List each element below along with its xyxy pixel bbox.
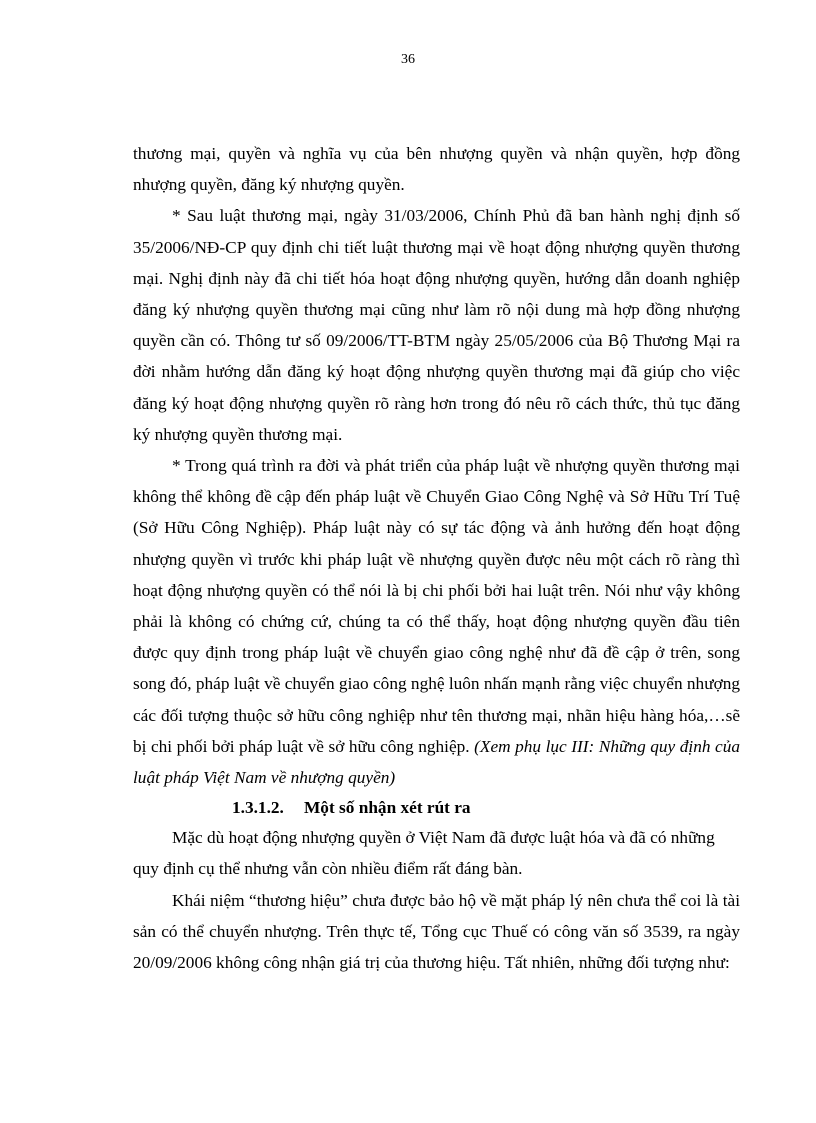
page-body [133,138,740,978]
paragraph-observation: Mặc dù hoạt động nhượng quyền ở Việt Nam đã được luật hóa và đã có những quy định cụ thể nhưng vẫn còn nhiều điểm rất đáng bàn. [133,828,715,879]
paragraph-decree-35: * Sau luật thương mại, ngày 31/03/2006, Chính Phủ đã ban hành nghị định số 35/2006/NĐ-CP quy định chi tiết luật thương mại về hoạt động nhượng quyền thương mại. Nghị định này đã chi tiết hóa hoạt động nhượng quyền, hướng dẫn doanh nghiệp đăng ký nhượng quyền thương mại cũng như làm rõ nội dung mà hợp đồng nhượng quyền cần có. Thông tư số 09/2006/TT-BTM ngày 25/05/2006 của Bộ Thương Mại ra đời nhằm hướng dẫn đăng ký hoạt động nhượng quyền thương mại đã giúp cho việc đăng ký hoạt động nhượng quyền rõ ràng hơn trong đó nêu rõ cách thức, thủ tục đăng ký nhượng quyền thương mại. [133,206,740,444]
paragraph-technology-transfer-text: * Trong quá trình ra đời và phát triển của pháp luật về nhượng quyền thương mại không thể không đề cập đến pháp luật về Chuyển Giao Công Nghệ và Sở Hữu Trí Tuệ (Sở Hữu Công Nghiệp). Pháp luật này có sự tác động và ảnh hưởng đến hoạt động nhượng quyền vì trước khi pháp luật về nhượng quyền được nêu một cách rõ ràng thì hoạt động nhượng quyền có thể nói là bị chi phối bởi hai luật trên. Nói như vậy không phải là không có chứng cứ, chúng ta có thể thấy, hoạt động nhượng quyền đầu tiên được quy định trong pháp luật về chuyển giao công nghệ như đã đề cập ở trên, song song đó, pháp luật về chuyển giao công nghệ luôn nhấn mạnh rằng việc chuyển nhượng các đối tượng thuộc sở hữu công nghiệp như tên thương mại, nhãn hiệu hàng hóa,…sẽ bị chi phối bởi pháp luật về sở hữu công nghiệp. [133,456,740,756]
appendix-reference: (Xem phụ lục III: Những quy định của luật pháp Việt Nam về nhượng quyền) [133,736,740,788]
section-title: Một số nhận xét rút ra [304,798,471,818]
section-heading [133,793,740,822]
paragraph-brand-concept: Khái niệm “thương hiệu” chưa được bảo hộ về mặt pháp lý nên chưa thể coi là tài sản có thể chuyển nhượng. Trên thực tế, Tổng cục Thuế có công văn số 3539, ra ngày 20/09/2006 không công nhận giá trị của thương hiệu. Tất nhiên, những đối tượng như: [133,890,740,973]
page-number: 36 [401,52,415,67]
paragraph-technology-transfer [133,450,740,793]
section-number: 1.3.1.2. [232,798,284,818]
paragraph-continuation: thương mại, quyền và nghĩa vụ của bên nhượng quyền và nhận quyền, hợp đồng nhượng quyền, đăng ký nhượng quyền. [133,144,740,195]
